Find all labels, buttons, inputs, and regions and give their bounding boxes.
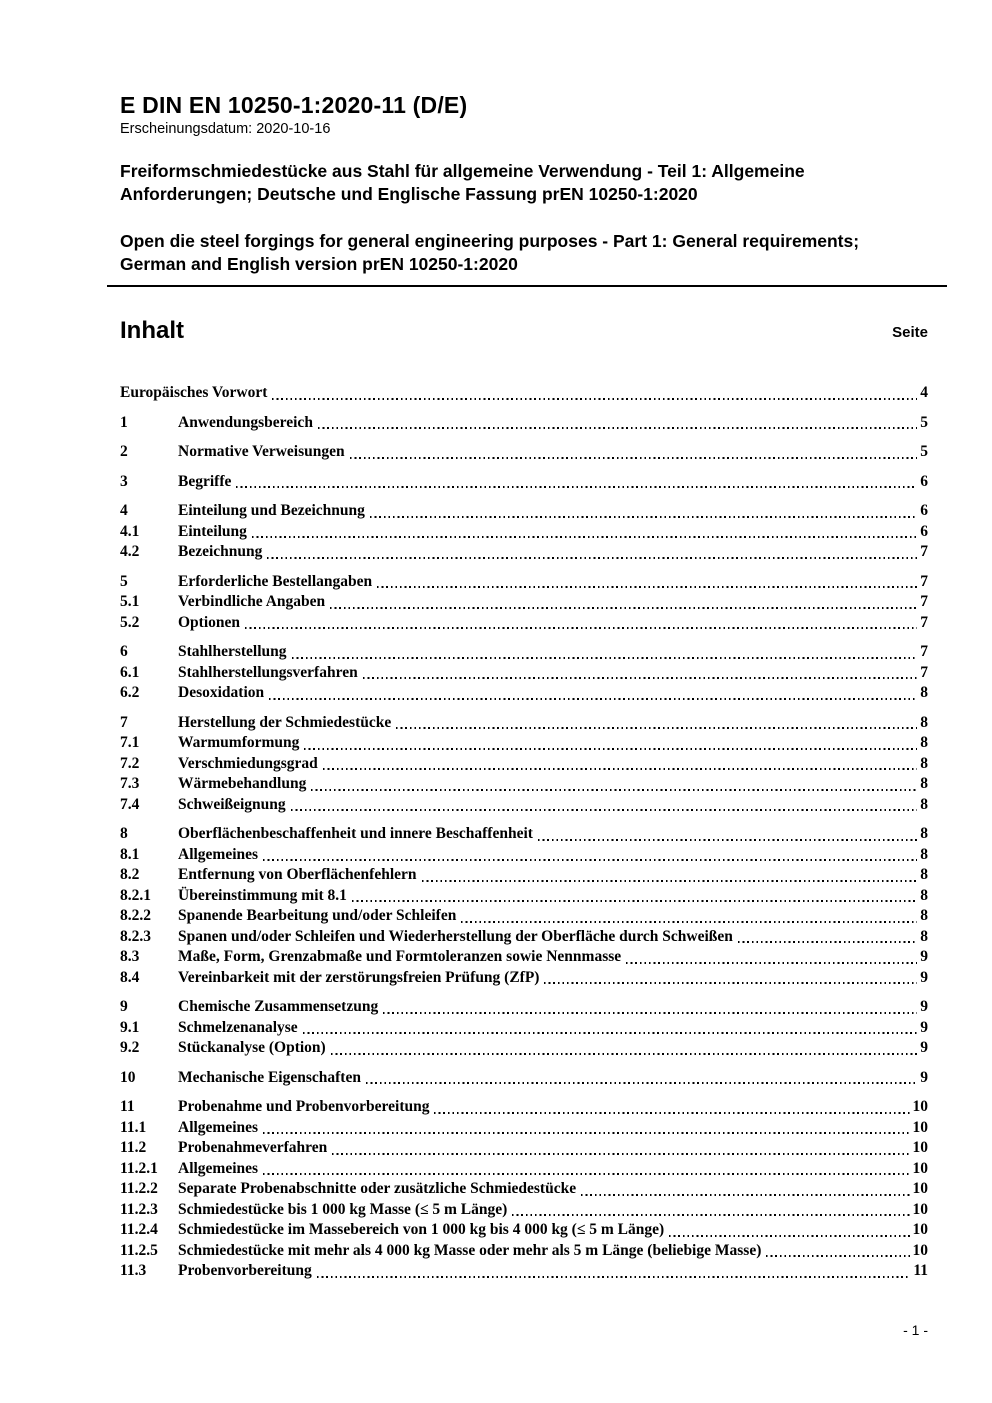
toc-entry-page: 8 bbox=[920, 734, 928, 751]
toc-entry-title: Allgemeines bbox=[178, 845, 259, 863]
toc-entry-page: 5 bbox=[920, 443, 928, 460]
toc-entry-page: 7 bbox=[920, 572, 928, 590]
toc-entry-page: 8 bbox=[920, 754, 928, 772]
title-german: Freiformschmiedestücke aus Stahl für allgemeine Verwendung - Teil 1: Allgemeine Anforderungen; Deutsche und Englische Fassung prEN 10250-1:2020 bbox=[120, 161, 805, 204]
toc-dot-leader bbox=[318, 427, 917, 429]
toc-entry-title: Stückanalyse (Option) bbox=[178, 1039, 326, 1056]
toc-entry-number: 8 bbox=[120, 825, 128, 842]
toc-row bbox=[120, 413, 928, 434]
toc-entry-number: 6.2 bbox=[120, 684, 140, 701]
toc-entry-number: 2 bbox=[120, 443, 128, 460]
toc-row bbox=[120, 442, 928, 463]
toc-row bbox=[120, 592, 928, 613]
toc-entry-number: 11.2.1 bbox=[120, 1159, 158, 1177]
toc-entry-page: 8 bbox=[920, 684, 928, 701]
toc-entry-title: Verbindliche Angaben bbox=[178, 593, 326, 610]
toc-entry-title: Spanende Bearbeitung und/oder Schleifen bbox=[178, 907, 457, 924]
toc-dot-leader bbox=[252, 536, 917, 538]
page-content bbox=[120, 0, 928, 1282]
toc-entry-number: 7.1 bbox=[120, 734, 140, 751]
toc-entry-page: 6 bbox=[920, 522, 928, 540]
toc-dot-leader bbox=[269, 698, 917, 700]
header-divider bbox=[107, 285, 947, 287]
toc-list bbox=[120, 383, 928, 1282]
toc-row bbox=[120, 927, 928, 948]
toc-entry-title: Einteilung und Bezeichnung bbox=[178, 502, 365, 519]
toc-dot-leader bbox=[263, 859, 917, 861]
toc-dot-leader bbox=[370, 516, 917, 518]
toc-entry-title: Normative Verweisungen bbox=[178, 443, 345, 460]
toc-entry-title: Übereinstimmung mit 8.1 bbox=[178, 886, 347, 904]
toc-entry-number: 11.2 bbox=[120, 1139, 147, 1156]
toc-entry-number: 11.3 bbox=[120, 1262, 147, 1279]
toc-row bbox=[120, 733, 928, 754]
toc-entry-number: 4.1 bbox=[120, 522, 140, 540]
toc-entry-number: 7.2 bbox=[120, 754, 140, 772]
document-number: E DIN EN 10250-1:2020-11 (D/E) bbox=[120, 92, 468, 118]
toc-row bbox=[120, 642, 928, 663]
toc-entry-number: 3 bbox=[120, 472, 128, 490]
toc-row bbox=[120, 968, 928, 989]
toc-entry-title: Optionen bbox=[178, 613, 241, 631]
toc-entry-title: Begriffe bbox=[178, 472, 232, 490]
toc-entry-page: 6 bbox=[920, 472, 928, 490]
toc-entry-title: Stahlherstellung bbox=[178, 643, 287, 660]
toc-entry-title: Schmiedestücke mit mehr als 4 000 kg Masse oder mehr als 5 m Länge (beliebige Masse) bbox=[178, 1241, 762, 1259]
toc-row bbox=[120, 754, 928, 775]
toc-row bbox=[120, 1018, 928, 1039]
toc-entry-title: Schmelzenanalyse bbox=[178, 1018, 298, 1036]
toc-entry-title: Schmiedestücke bis 1 000 kg Masse (≤ 5 m Länge) bbox=[178, 1200, 508, 1218]
toc-dot-leader bbox=[272, 398, 917, 400]
toc-dot-leader bbox=[291, 809, 918, 811]
toc-row bbox=[120, 865, 928, 886]
toc-row bbox=[120, 1200, 928, 1221]
toc-entry-title: Allgemeines bbox=[178, 1159, 259, 1177]
toc-entry-number: 7 bbox=[120, 713, 128, 731]
toc-entry-number: 11.2.3 bbox=[120, 1200, 158, 1218]
toc-entry-page: 7 bbox=[920, 613, 928, 631]
toc-entry-number: 5.1 bbox=[120, 593, 140, 610]
toc-entry-number: 10 bbox=[120, 1068, 136, 1086]
toc-row bbox=[120, 1159, 928, 1180]
toc-entry-number: 7.4 bbox=[120, 795, 140, 813]
toc-dot-leader bbox=[331, 1053, 918, 1055]
footer-page-number: - 1 - bbox=[903, 1322, 928, 1338]
toc-header bbox=[120, 317, 928, 345]
toc-dot-leader bbox=[669, 1235, 909, 1237]
toc-entry-title: Schweißeignung bbox=[178, 795, 286, 813]
toc-entry-number: 8.2.2 bbox=[120, 907, 151, 924]
toc-entry-page: 10 bbox=[912, 1118, 928, 1136]
toc-entry-page: 10 bbox=[912, 1241, 928, 1259]
toc-entry-page: 10 bbox=[912, 1221, 928, 1238]
toc-entry-page: 9 bbox=[920, 1068, 928, 1086]
toc-entry-page: 10 bbox=[912, 1200, 928, 1218]
toc-row bbox=[120, 542, 928, 563]
toc-entry-page: 10 bbox=[912, 1180, 928, 1197]
toc-entry-title: Verschmiedungsgrad bbox=[178, 754, 318, 772]
toc-dot-leader bbox=[363, 677, 918, 679]
toc-row bbox=[120, 713, 928, 734]
toc-row bbox=[120, 472, 928, 493]
toc-entry-number: 8.1 bbox=[120, 845, 140, 863]
toc-entry-title: Erforderliche Bestellangaben bbox=[178, 572, 373, 590]
toc-entry-page: 10 bbox=[912, 1159, 928, 1177]
toc-dot-leader bbox=[352, 900, 917, 902]
toc-entry-title: Vereinbarkeit mit der zerstörungsfreien Prüfung (ZfP) bbox=[178, 968, 540, 986]
toc-dot-leader bbox=[396, 727, 917, 729]
toc-entry-page: 8 bbox=[920, 713, 928, 731]
toc-dot-leader bbox=[304, 748, 917, 750]
toc-row bbox=[120, 774, 928, 795]
toc-entry-title: Anwendungsbereich bbox=[178, 413, 313, 431]
toc-entry-page: 8 bbox=[920, 825, 928, 842]
toc-dot-leader bbox=[263, 1173, 909, 1175]
toc-dot-leader bbox=[323, 768, 917, 770]
toc-dot-leader bbox=[236, 486, 917, 488]
toc-entry-number: 11.1 bbox=[120, 1118, 147, 1136]
toc-row bbox=[120, 1220, 928, 1241]
toc-dot-leader bbox=[538, 839, 917, 841]
toc-entry-number: 11.2.4 bbox=[120, 1221, 158, 1238]
toc-row bbox=[120, 947, 928, 968]
toc-row bbox=[120, 906, 928, 927]
toc-entry-page: 7 bbox=[920, 663, 928, 681]
toc-row bbox=[120, 1068, 928, 1089]
toc-entry-title: Desoxidation bbox=[178, 684, 265, 701]
toc-dot-leader bbox=[267, 557, 917, 559]
toc-entry-page: 9 bbox=[920, 968, 928, 986]
toc-entry-page: 7 bbox=[920, 643, 928, 660]
toc-row bbox=[120, 683, 928, 704]
toc-entry-number: 4 bbox=[120, 502, 128, 519]
toc-row bbox=[120, 1261, 928, 1282]
toc-entry-title: Chemische Zusammensetzung bbox=[178, 998, 379, 1015]
toc-dot-leader bbox=[581, 1194, 909, 1196]
title-english: Open die steel forgings for general engineering purposes - Part 1: General requirements; German and English version prEN 10250-1:2020 bbox=[120, 231, 860, 274]
toc-entry-title: Probenvorbereitung bbox=[178, 1262, 312, 1279]
toc-dot-leader bbox=[377, 586, 917, 588]
toc-entry-number: 6 bbox=[120, 643, 128, 660]
toc-row bbox=[120, 1138, 928, 1159]
toc-entry-page: 8 bbox=[920, 907, 928, 924]
toc-entry-page: 9 bbox=[920, 1018, 928, 1036]
toc-entry-number: 8.2.1 bbox=[120, 886, 151, 904]
toc-row bbox=[120, 1241, 928, 1262]
toc-dot-leader bbox=[245, 627, 917, 629]
toc-dot-leader bbox=[434, 1112, 909, 1114]
toc-dot-leader bbox=[766, 1255, 909, 1257]
toc-entry-title: Entfernung von Oberflächenfehlern bbox=[178, 866, 417, 883]
toc-entry-number: 8.2 bbox=[120, 866, 140, 883]
toc-entry-page: 9 bbox=[920, 1039, 928, 1056]
toc-dot-leader bbox=[317, 1276, 911, 1278]
toc-dot-leader bbox=[330, 607, 917, 609]
toc-entry-page: 8 bbox=[920, 775, 928, 792]
toc-dot-leader bbox=[311, 789, 917, 791]
toc-entry-number: 8.4 bbox=[120, 968, 140, 986]
toc-entry-title: Bezeichnung bbox=[178, 543, 263, 560]
toc-entry-page: 9 bbox=[920, 998, 928, 1015]
toc-dot-leader bbox=[366, 1082, 917, 1084]
toc-row bbox=[120, 824, 928, 845]
toc-entry-page: 9 bbox=[920, 948, 928, 965]
toc-entry-number: 5.2 bbox=[120, 613, 140, 631]
toc-dot-leader bbox=[332, 1153, 909, 1155]
toc-row bbox=[120, 501, 928, 522]
toc-entry-number: 7.3 bbox=[120, 775, 140, 792]
toc-dot-leader bbox=[303, 1032, 918, 1034]
toc-entry-page: 11 bbox=[913, 1262, 928, 1279]
toc-dot-leader bbox=[512, 1214, 909, 1216]
toc-entry-number: 9 bbox=[120, 998, 128, 1015]
toc-dot-leader bbox=[626, 962, 917, 964]
toc-entry-number: 6.1 bbox=[120, 663, 140, 681]
toc-row bbox=[120, 522, 928, 543]
toc-dot-leader bbox=[422, 880, 918, 882]
toc-entry-title: Warmumformung bbox=[178, 734, 300, 751]
toc-dot-leader bbox=[461, 921, 917, 923]
toc-entry-page: 4 bbox=[920, 384, 928, 401]
toc-entry-page: 10 bbox=[912, 1139, 928, 1156]
toc-entry-title: Spanen und/oder Schleifen und Wiederherstellung der Oberfläche durch Schweißen bbox=[178, 927, 733, 945]
page-column-label: Seite bbox=[892, 324, 928, 341]
toc-dot-leader bbox=[350, 457, 918, 459]
toc-entry-number: 8.3 bbox=[120, 948, 140, 965]
toc-entry-number: 11.2.2 bbox=[120, 1180, 158, 1197]
toc-entry-page: 8 bbox=[920, 845, 928, 863]
toc-entry-title: Mechanische Eigenschaften bbox=[178, 1068, 361, 1086]
toc-entry-number: 9.2 bbox=[120, 1039, 140, 1056]
toc-row bbox=[120, 795, 928, 816]
toc-entry-number: 8.2.3 bbox=[120, 927, 151, 945]
toc-entry-title: Oberflächenbeschaffenheit und innere Beschaffenheit bbox=[178, 825, 533, 842]
toc-row bbox=[120, 845, 928, 866]
toc-entry-title: Separate Probenabschnitte oder zusätzliche Schmiedestücke bbox=[178, 1180, 577, 1197]
toc-row bbox=[120, 663, 928, 684]
toc-row bbox=[120, 886, 928, 907]
toc-entry-page: 8 bbox=[920, 795, 928, 813]
toc-row bbox=[120, 1179, 928, 1200]
toc-entry-page: 7 bbox=[920, 593, 928, 610]
toc-entry-title: Probenahme und Probenvorbereitung bbox=[178, 1098, 430, 1115]
toc-entry-number: 11 bbox=[120, 1098, 135, 1115]
toc-entry-title: Stahlherstellungsverfahren bbox=[178, 663, 358, 681]
toc-row bbox=[120, 1097, 928, 1118]
toc-row bbox=[120, 613, 928, 634]
toc-entry-page: 6 bbox=[920, 502, 928, 519]
publication-date: Erscheinungsdatum: 2020-10-16 bbox=[120, 121, 331, 137]
toc-dot-leader bbox=[263, 1132, 909, 1134]
toc-dot-leader bbox=[738, 941, 917, 943]
toc-entry-title: Probenahmeverfahren bbox=[178, 1139, 328, 1156]
toc-entry-page: 7 bbox=[920, 543, 928, 560]
toc-row bbox=[120, 1038, 928, 1059]
toc-entry-number: 11.2.5 bbox=[120, 1241, 158, 1259]
toc-entry-page: 8 bbox=[920, 866, 928, 883]
toc-row bbox=[120, 1118, 928, 1139]
toc-row bbox=[120, 572, 928, 593]
toc-entry-page: 10 bbox=[912, 1098, 928, 1115]
toc-entry-title: Einteilung bbox=[178, 522, 247, 540]
toc-entry-title: Allgemeines bbox=[178, 1118, 259, 1136]
toc-dot-leader bbox=[292, 657, 918, 659]
toc-entry-number: 4.2 bbox=[120, 543, 140, 560]
toc-entry-page: 8 bbox=[920, 927, 928, 945]
toc-entry-title: Maße, Form, Grenzabmaße und Formtoleranzen sowie Nennmasse bbox=[178, 948, 622, 965]
toc-entry-title: Wärmebehandlung bbox=[178, 775, 307, 792]
toc-dot-leader bbox=[383, 1012, 917, 1014]
toc-entry-page: 8 bbox=[920, 886, 928, 904]
toc-entry-title: Herstellung der Schmiedestücke bbox=[178, 713, 392, 731]
toc-heading: Inhalt bbox=[120, 317, 184, 344]
toc-dot-leader bbox=[544, 982, 917, 984]
toc-entry-number: 1 bbox=[120, 413, 128, 431]
toc-entry-number: 5 bbox=[120, 572, 128, 590]
toc-row bbox=[120, 383, 928, 404]
toc-entry-number: 9.1 bbox=[120, 1018, 140, 1036]
toc-row bbox=[120, 997, 928, 1018]
toc-entry-page: 5 bbox=[920, 413, 928, 431]
toc-entry-title: Europäisches Vorwort bbox=[120, 384, 268, 401]
toc-entry-title: Schmiedestücke im Massebereich von 1 000 kg bis 4 000 kg (≤ 5 m Länge) bbox=[178, 1221, 665, 1238]
